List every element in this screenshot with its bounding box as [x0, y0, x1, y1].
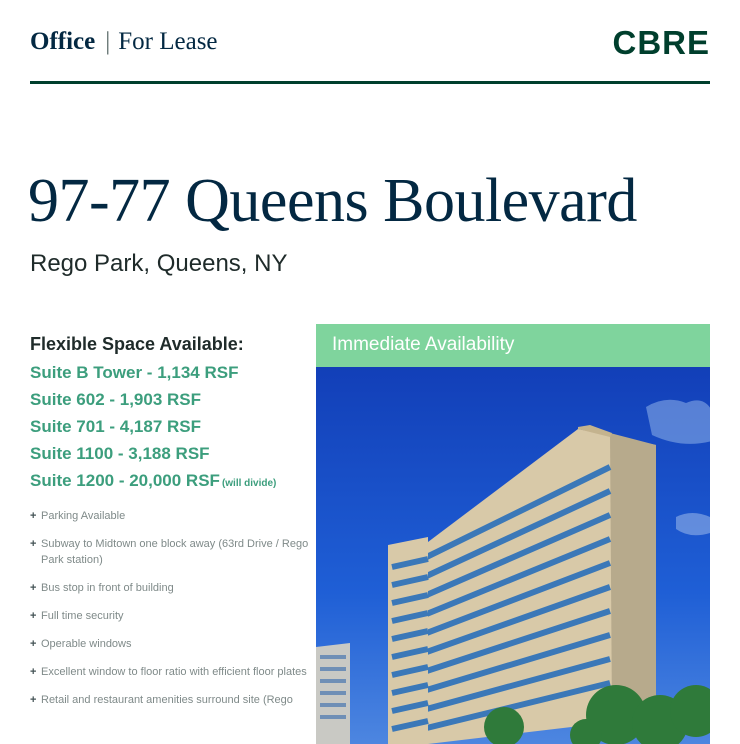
suite-note: (will divide)	[221, 478, 277, 489]
feature-item	[30, 608, 311, 624]
feature-text: Bus stop in front of building	[41, 582, 174, 594]
header	[30, 24, 710, 61]
plus-icon: +	[30, 510, 37, 522]
property-location: Rego Park, Queens, NY	[30, 250, 288, 277]
document-category	[30, 28, 218, 56]
feature-item	[30, 580, 311, 596]
feature-item	[30, 508, 311, 524]
feature-text: Full time security	[41, 610, 124, 622]
feature-item	[30, 636, 311, 652]
plus-icon: +	[30, 538, 37, 550]
property-photo	[316, 324, 710, 744]
plus-icon: +	[30, 582, 37, 594]
feature-item	[30, 664, 311, 680]
category-office: Office	[30, 28, 96, 55]
property-title: 97-77 Queens Boulevard	[28, 167, 637, 235]
suite-label: Suite 602 - 1,903 RSF	[30, 390, 202, 409]
banner-text: Immediate Availability	[332, 334, 515, 355]
suite-label: Suite 1100 - 3,188 RSF	[30, 444, 210, 463]
category-separator: |	[105, 28, 111, 55]
plus-icon: +	[30, 694, 37, 706]
suite-label: Suite 1200 - 20,000 RSF	[30, 471, 220, 490]
office-tower-photo	[316, 367, 710, 744]
plus-icon: +	[30, 666, 37, 678]
feature-text: Retail and restaurant amenities surround site (Rego	[41, 694, 293, 706]
suite-item	[30, 413, 310, 440]
feature-list	[30, 508, 310, 708]
feature-text: Operable windows	[41, 638, 132, 650]
tower-side	[610, 433, 656, 719]
header-divider	[30, 81, 710, 84]
availability-banner	[316, 324, 710, 367]
plus-icon: +	[30, 638, 37, 650]
suite-item	[30, 440, 310, 467]
suite-item	[30, 359, 310, 386]
suite-label: Suite 701 - 4,187 RSF	[30, 417, 202, 436]
cloud	[676, 513, 710, 535]
suite-item	[30, 467, 310, 494]
feature-text: Excellent window to floor ratio with efficient floor plates	[41, 666, 307, 678]
suite-item	[30, 386, 310, 413]
cbre-logo: CBRE	[612, 24, 710, 61]
feature-item	[30, 692, 311, 708]
category-for-lease: For Lease	[118, 28, 218, 55]
feature-item	[30, 536, 311, 568]
availability-heading: Flexible Space Available:	[30, 334, 244, 354]
feature-text: Subway to Midtown one block away (63rd Drive / Rego Park station)	[41, 538, 309, 566]
plus-icon: +	[30, 610, 37, 622]
feature-text: Parking Available	[41, 510, 126, 522]
suite-label: Suite B Tower - 1,134 RSF	[30, 363, 239, 382]
availability-column	[30, 334, 310, 720]
